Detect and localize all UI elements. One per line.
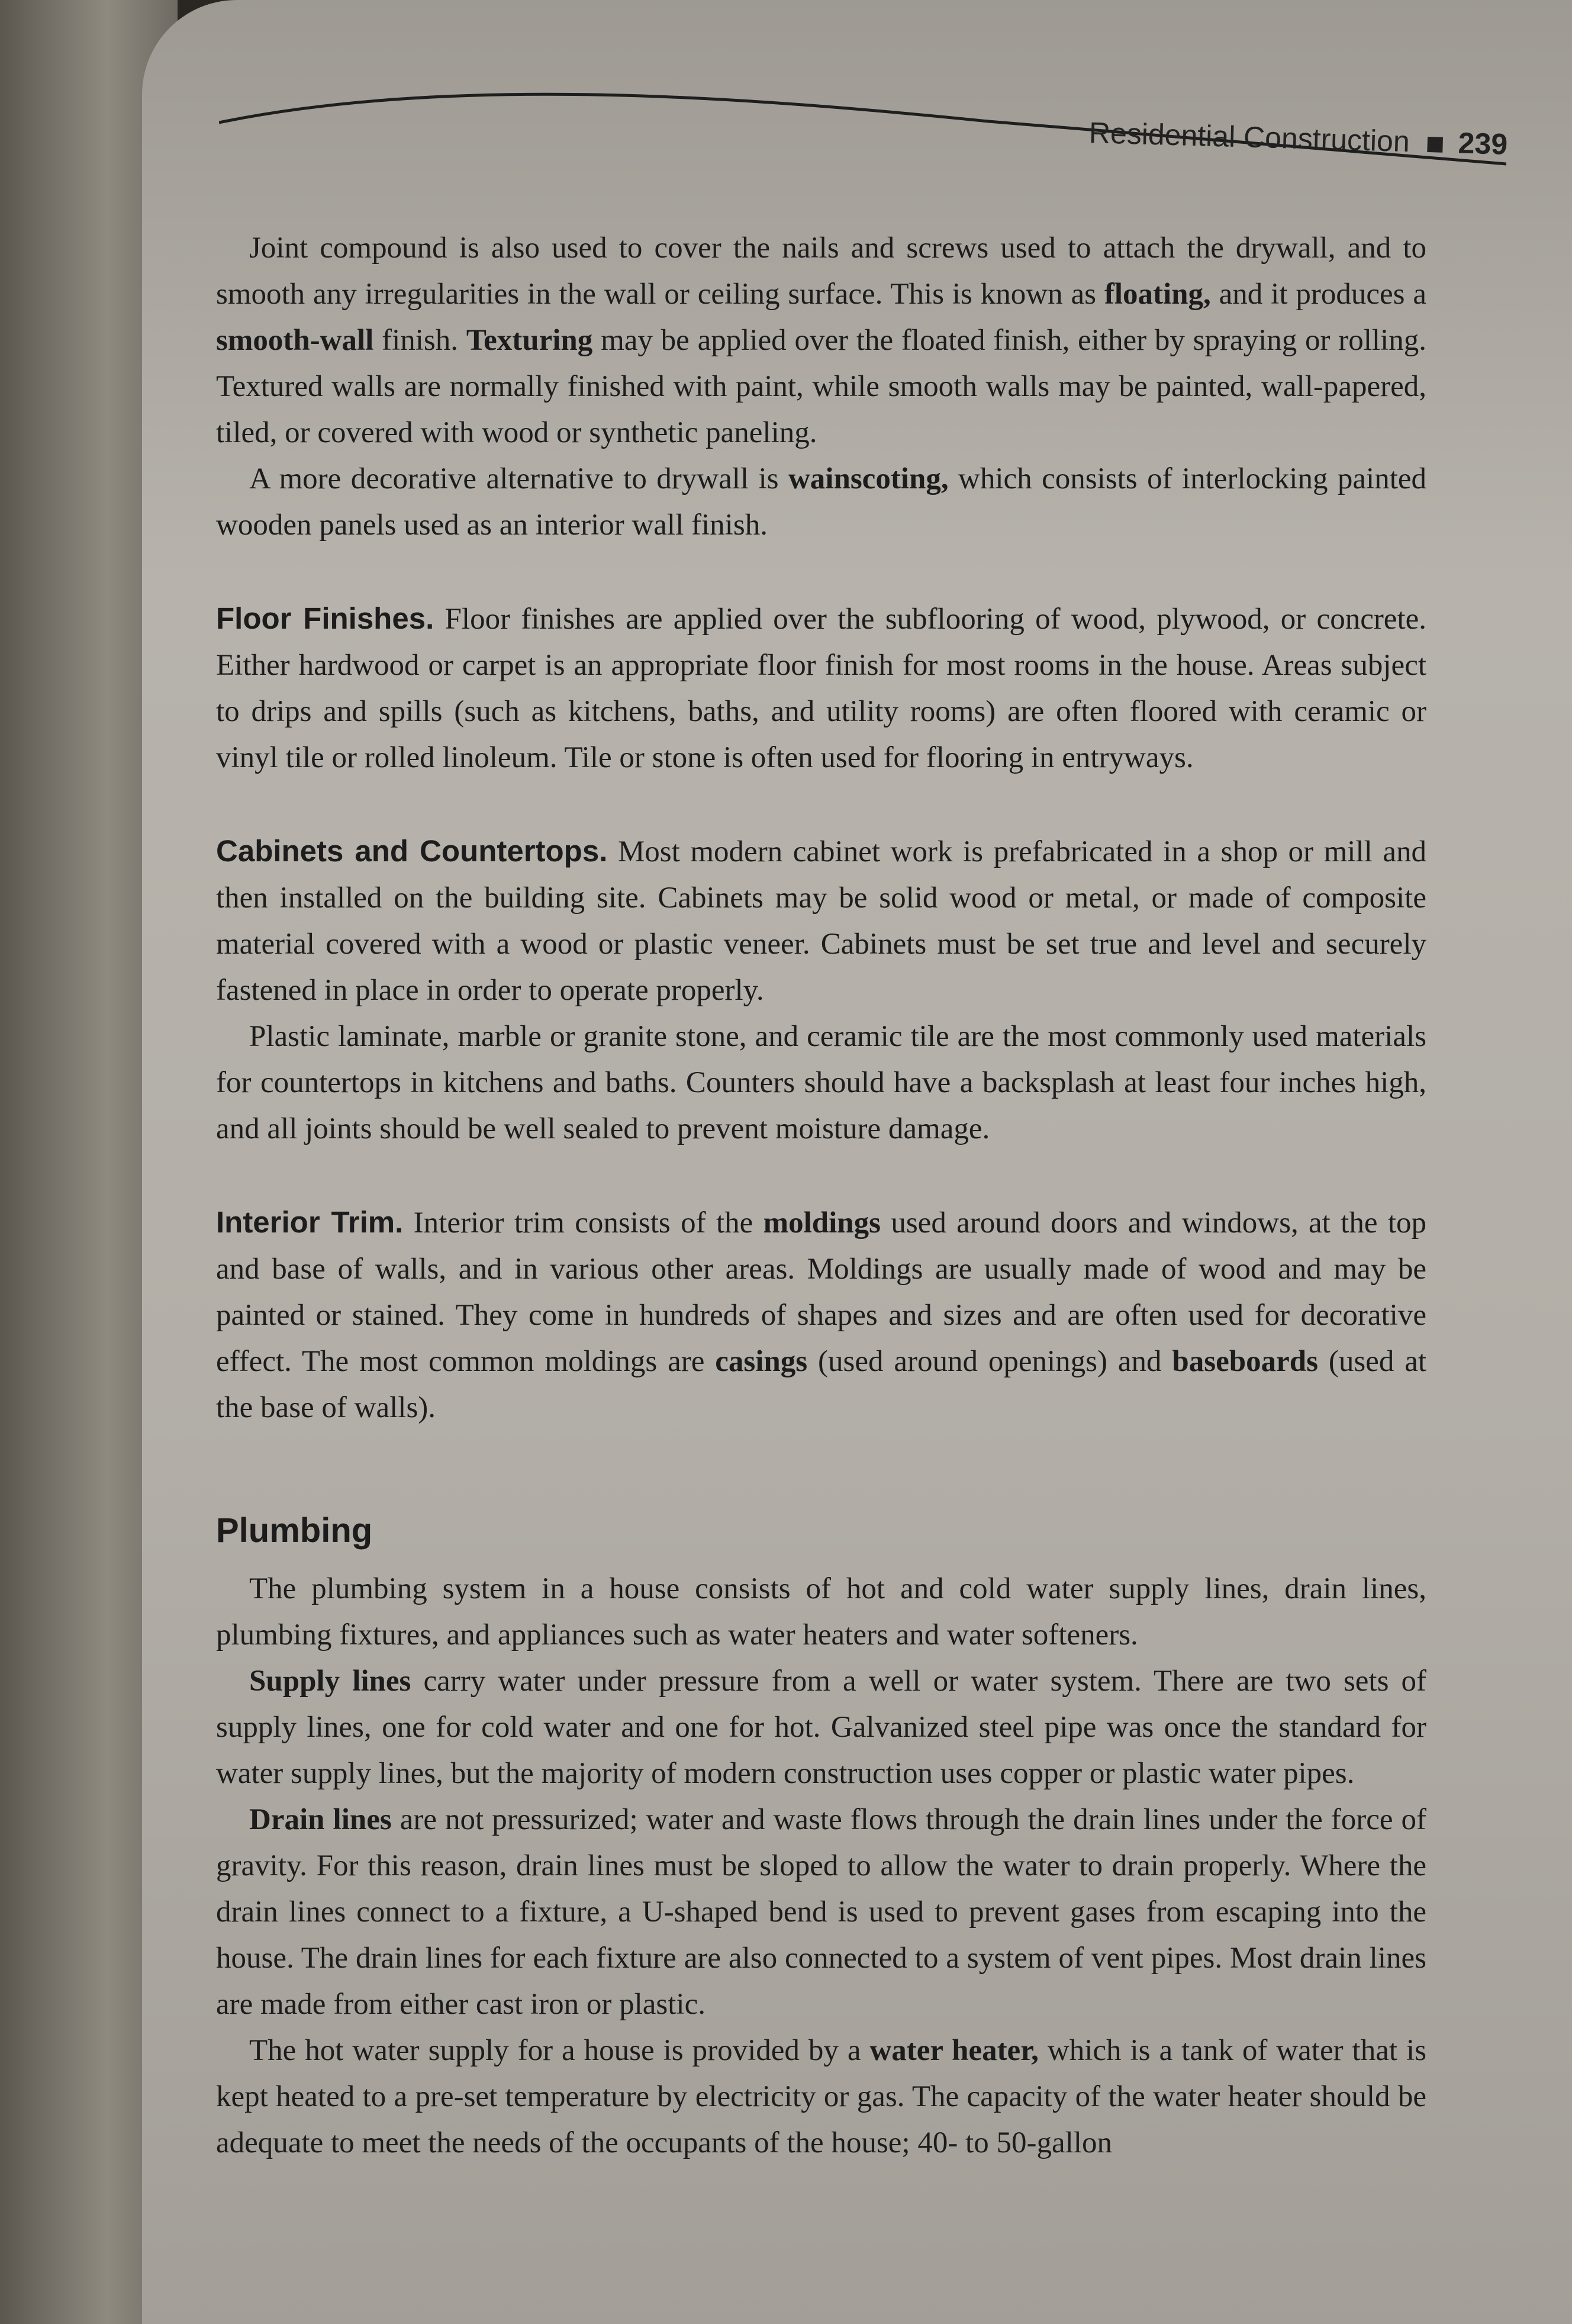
page-body: [216, 225, 1426, 2166]
paragraph-cabinets: Cabinets and Countertops. Most modern cabinet work is prefabricated in a shop or mill and then installed on the building site. Cabinets may be solid wood or metal, or made of composite material covered with a wood or plastic veneer. Cabinets must be set true and level and securely fastened in place in order to operate properly.: [216, 834, 1426, 1007]
page-number: 239: [1457, 126, 1508, 161]
section-heading-plumbing: Plumbing: [216, 1511, 373, 1550]
paragraph-wainscoting: A more decorative alternative to drywall is wainscoting, which consists of interlocking painted wooden panels used as an interior wall finish.: [216, 462, 1426, 542]
running-head-title: Residential Construction: [1088, 116, 1410, 159]
square-bullet-icon: [1427, 137, 1443, 153]
paragraph-interior-trim: Interior Trim. Interior trim consists of the moldings used around doors and windows, at the top and base of walls, and in various other areas. Moldings are usually made of wood and may be painted or stained. They come in hundreds of shapes and sizes and are often used for decorative effect. The most common moldings are casings (used around openings) and baseboards (used at the base of walls).: [216, 1205, 1426, 1424]
subhead-cabinets: Cabinets and Countertops.: [216, 834, 608, 868]
paragraph-floor-finishes: Floor Finishes. Floor finishes are applied over the subflooring of wood, plywood, or concrete. Either hardwood or carpet is an appropriate floor finish for most rooms in the house. Areas subject to drips and spills (such as kitchens, baths, and utility rooms) are often floored with ceramic or vinyl tile or rolled linoleum. Tile or stone is often used for flooring in entryways.: [216, 601, 1426, 774]
paragraph-hot-water: The hot water supply for a house is provided by a water heater, which is a tank of water that is kept heated to a pre-set temperature by electricity or gas. The capacity of the water heater should be adequate to meet the needs of the occupants of the house; 40- to 50-gallon: [216, 2034, 1426, 2159]
paragraph-countertops: Plastic laminate, marble or granite stone, and ceramic tile are the most commonly used materials for countertops in kitchens and baths. Counters should have a backsplash at least four inches high, and all joints should be well sealed to prevent moisture damage.: [216, 1020, 1426, 1145]
paragraph-supply-lines: Supply lines carry water under pressure from a well or water system. There are two sets of supply lines, one for cold water and one for hot. Galvanized steel pipe was once the standard for water supply lines, but the majority of modern construction uses copper or plastic water pipes.: [216, 1665, 1427, 1790]
paragraph-joint-compound: Joint compound is also used to cover the nails and screws used to attach the drywall, and to smooth any irregularities in the wall or ceiling surface. This is known as floating, and it produces a smooth-wall finish. Texturing may be applied over the floated finish, either by spraying or rolling. Textured walls are normally finished with paint, while smooth walls may be painted, wall-papered, tiled, or covered with wood or synthetic paneling.: [216, 231, 1427, 449]
paragraph-plumbing-system: The plumbing system in a house consists of hot and cold water supply lines, drain lines, plumbing fixtures, and appliances such as water heaters and water softeners.: [216, 1572, 1426, 1652]
subhead-floor-finishes: Floor Finishes.: [216, 601, 434, 635]
subhead-interior-trim: Interior Trim.: [216, 1205, 404, 1239]
book-page: [142, 0, 1572, 2324]
paragraph-drain-lines: Drain lines are not pressurized; water and waste flows through the drain lines under the force of gravity. For this reason, drain lines must be sloped to allow the water to drain properly. Where the drain lines connect to a fixture, a U-shaped bend is used to prevent gases from escaping into the house. The drain lines for each fixture are also connected to a system of vent pipes. Most drain lines are made from either cast iron or plastic.: [216, 1803, 1426, 2021]
